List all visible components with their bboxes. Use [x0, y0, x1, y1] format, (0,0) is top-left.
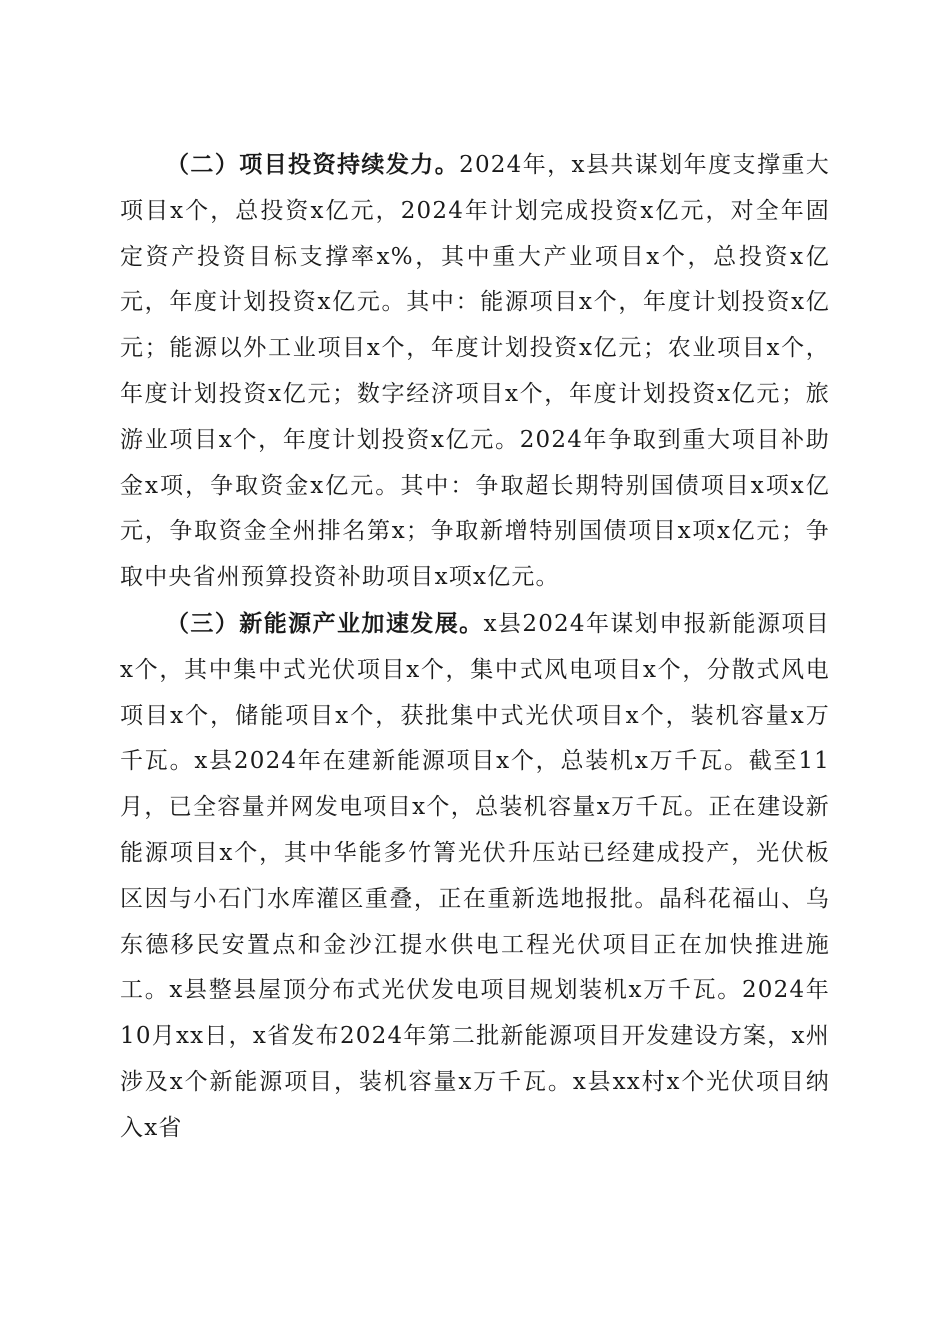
document-body	[120, 142, 830, 1152]
paragraph-new-energy	[120, 601, 830, 1152]
paragraph-text-new-energy: x县2024年谋划申报新能源项目x个，其中集中式光伏项目x个，集中式风电项目x个，分散式风电项目x个，储能项目x个，获批集中式光伏项目x个，装机容量x万千瓦。x县2024年在建新能源项目x个，总装机x万千瓦。截至11月，已全容量并网发电项目x个，总装机容量x万千瓦。正在建设新能源项目x个，其中华能多竹箐光伏升压站已经建成投产，光伏板区因与小石门水库灌区重叠，正在重新选地报批。晶科花福山、乌东德移民安置点和金沙江提水供电工程光伏项目正在加快推进施工。x县整县屋顶分布式光伏发电项目规划装机x万千瓦。2024年10月xx日，x省发布2024年第二批新能源项目开发建设方案，x州涉及x个新能源项目，装机容量x万千瓦。x县xx村x个光伏项目纳入x省	[120, 610, 830, 1141]
section-heading-new-energy: （三）新能源产业加速发展。	[166, 609, 484, 637]
paragraph-text-project-investment: 2024年，x县共谋划年度支撑重大项目x个，总投资x亿元，2024年计划完成投资x亿元，对全年固定资产投资目标支撑率x%，其中重大产业项目x个，总投资x亿元，年度计划投资x亿元。其中：能源项目x个，年度计划投资x亿元；能源以外工业项目x个，年度计划投资x亿元；农业项目x个，年度计划投资x亿元；数字经济项目x个，年度计划投资x亿元；旅游业项目x个，年度计划投资x亿元。2024年争取到重大项目补助金x项，争取资金x亿元。其中：争取超长期特别国债项目x项x亿元，争取资金全州排名第x；争取新增特别国债项目x项x亿元；争取中央省州预算投资补助项目x项x亿元。	[120, 152, 831, 591]
section-heading-project-investment: （二）项目投资持续发力。	[166, 151, 460, 178]
paragraph-project-investment	[120, 142, 830, 601]
